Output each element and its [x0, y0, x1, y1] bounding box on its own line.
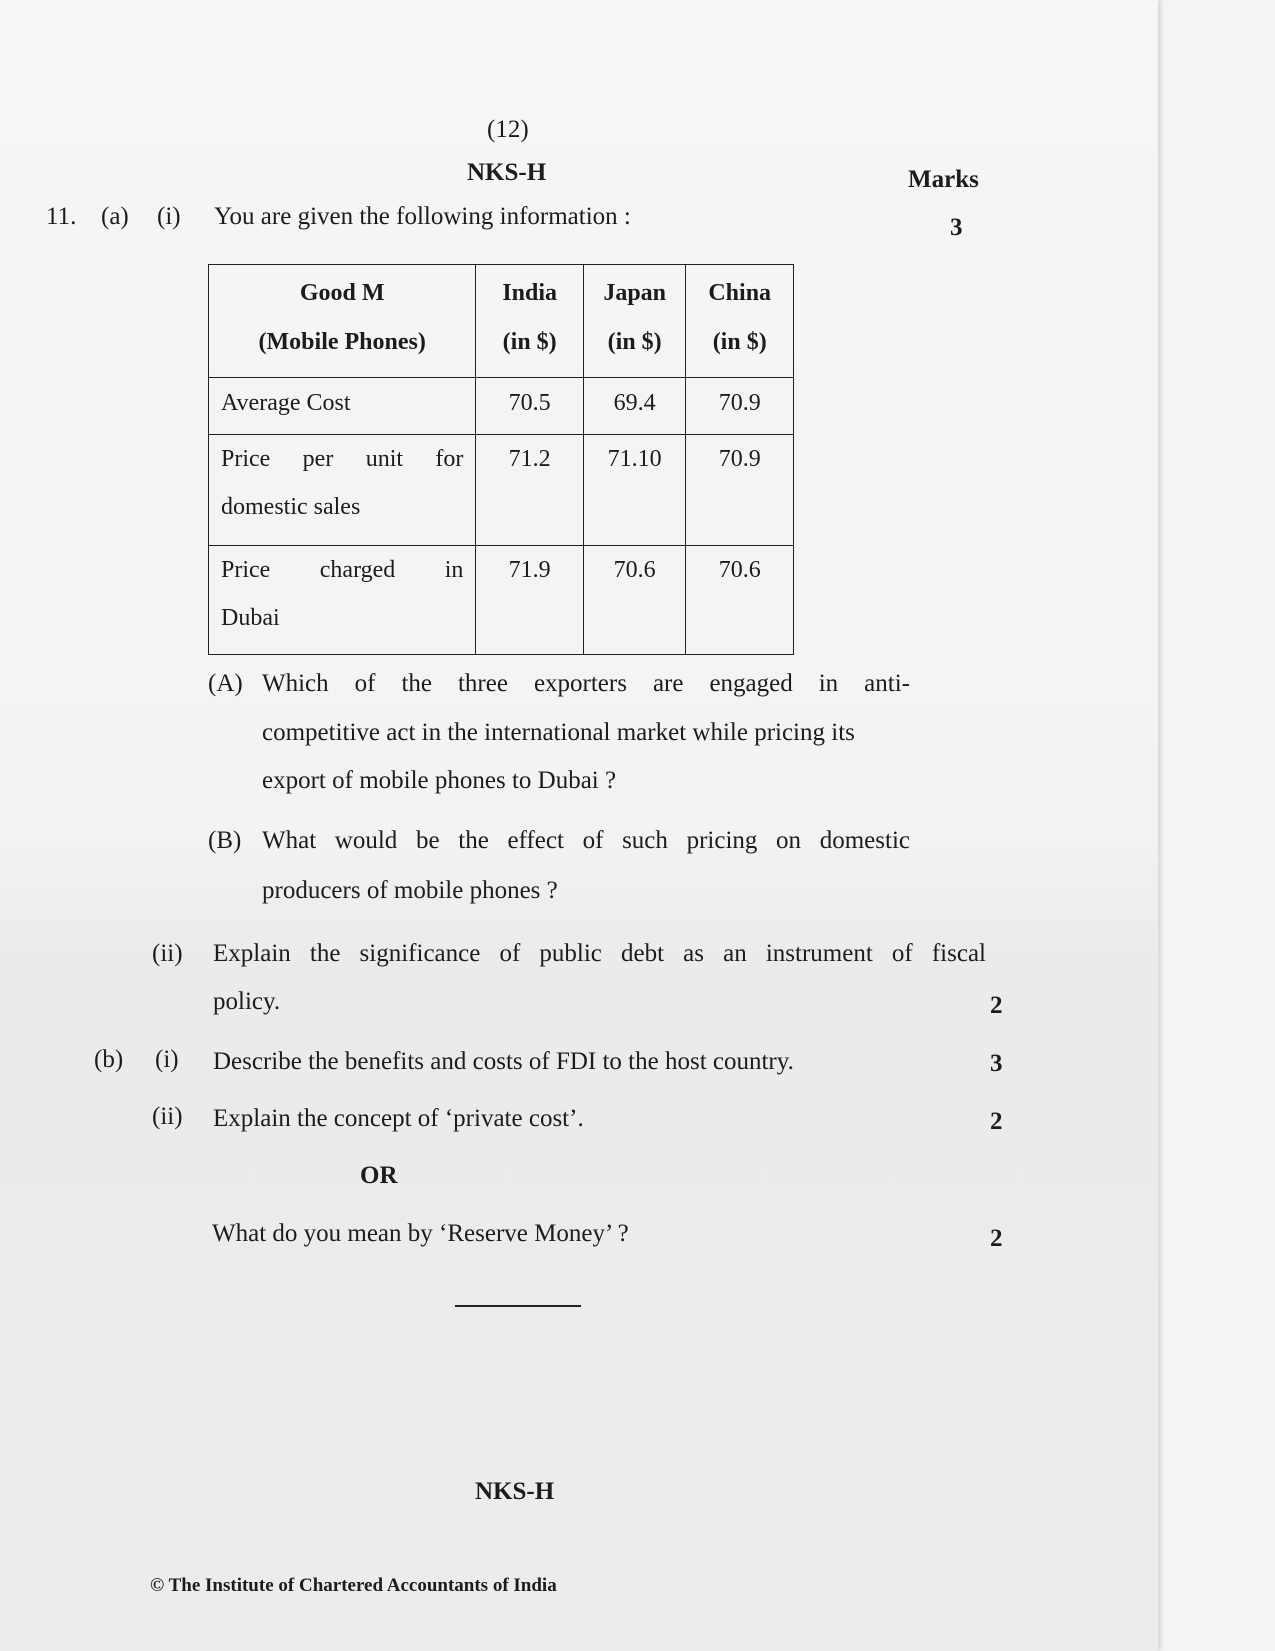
header-india: India (in $)	[476, 265, 584, 378]
marks-heading: Marks	[908, 166, 979, 193]
sub-A-line1: Which of the three exporters are engaged in anti-	[262, 670, 910, 697]
cell-china: 70.9	[686, 378, 794, 435]
b-ii-label: (ii)	[152, 1103, 183, 1130]
question-intro: You are given the following information :	[214, 203, 631, 230]
sub-B-line2: producers of mobile phones ?	[262, 877, 558, 904]
marks-b-ii: 2	[990, 1108, 1003, 1135]
part-a-label: (a)	[101, 203, 129, 230]
alt-question-text: What do you mean by ‘Reserve Money’ ?	[212, 1220, 629, 1247]
cell-japan: 70.6	[583, 546, 685, 655]
sub-B-line1: What would be the effect of such pricing on domestic	[262, 827, 910, 854]
marks-a-i: 3	[950, 214, 963, 241]
b-i-text: Describe the benefits and costs of FDI to the host country.	[213, 1048, 794, 1075]
header-good: Good M (Mobile Phones)	[209, 265, 476, 378]
sub-i-label: (i)	[157, 203, 181, 230]
paper-code-bottom: NKS-H	[475, 1478, 555, 1505]
sub-ii-line1: Explain the significance of public debt as an instrument of fiscal	[213, 940, 986, 967]
end-rule	[455, 1305, 581, 1307]
header-china: China (in $)	[686, 265, 794, 378]
table-row	[209, 435, 794, 546]
question-number: 11.	[46, 203, 77, 230]
sub-A-line2: competitive act in the international market while pricing its	[262, 719, 855, 746]
table-row	[209, 546, 794, 655]
paper-code-top: NKS-H	[467, 159, 547, 186]
header-japan: Japan (in $)	[583, 265, 685, 378]
sub-ii-line2: policy.	[213, 988, 281, 1015]
marks-alt: 2	[990, 1225, 1003, 1252]
or-label: OR	[360, 1162, 398, 1189]
cost-price-table	[208, 264, 794, 655]
copyright-footer: © The Institute of Chartered Accountants of India	[150, 1575, 557, 1596]
cell-japan: 71.10	[583, 435, 685, 546]
marks-b-i: 3	[990, 1050, 1003, 1077]
table-header-row	[209, 265, 794, 378]
cell-india: 71.2	[476, 435, 584, 546]
sub-A-label: (A)	[208, 670, 243, 697]
row-label: Price per unit for domestic sales	[209, 435, 476, 546]
cell-china: 70.6	[686, 546, 794, 655]
table-row	[209, 378, 794, 435]
sub-ii-label: (ii)	[152, 940, 183, 967]
part-b-label: (b)	[94, 1046, 124, 1073]
cell-china: 70.9	[686, 435, 794, 546]
cell-india: 70.5	[476, 378, 584, 435]
row-label: Price charged in Dubai	[209, 546, 476, 655]
marks-a-ii: 2	[990, 992, 1003, 1019]
row-label: Average Cost	[209, 378, 476, 435]
cell-japan: 69.4	[583, 378, 685, 435]
b-ii-text: Explain the concept of ‘private cost’.	[213, 1105, 584, 1132]
sub-A-line3: export of mobile phones to Dubai ?	[262, 767, 617, 794]
sub-B-label: (B)	[208, 827, 242, 854]
b-i-label: (i)	[155, 1046, 179, 1073]
page-number: (12)	[487, 116, 529, 143]
cell-india: 71.9	[476, 546, 584, 655]
